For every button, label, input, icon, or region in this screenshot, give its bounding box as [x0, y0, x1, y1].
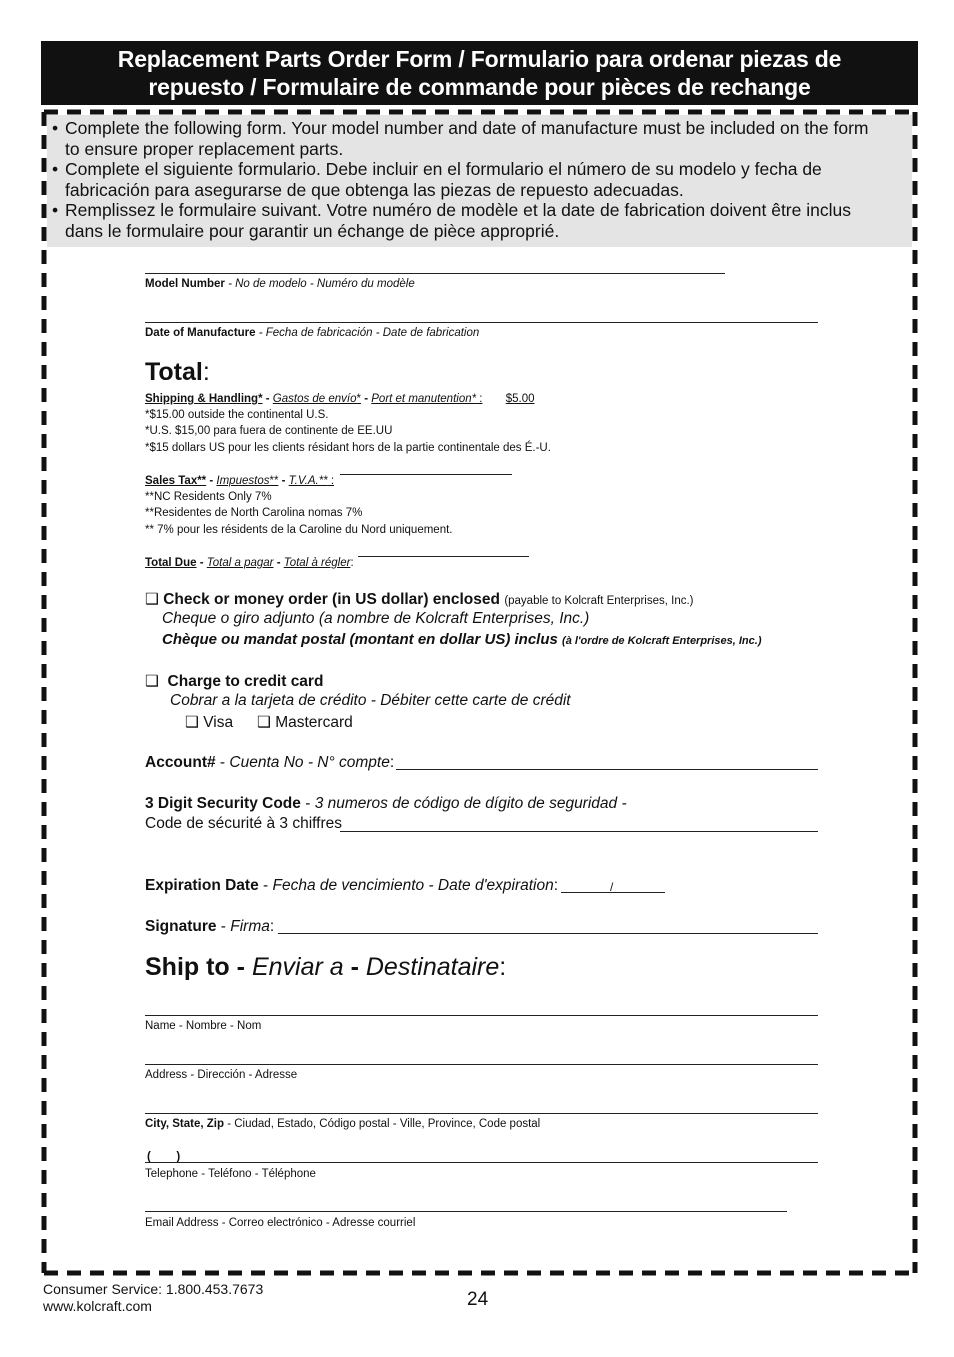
- checkbox-icon[interactable]: ❑: [145, 591, 159, 608]
- checkbox-icon[interactable]: ❑: [185, 714, 199, 731]
- shipping-note: *U.S. $15,00 para fuera de continente de EE.UU: [145, 425, 393, 437]
- total-heading: Total:: [145, 358, 210, 386]
- telephone-label: Telephone - Teléfono - Téléphone: [145, 1168, 316, 1180]
- email-field[interactable]: [145, 1211, 787, 1212]
- expiration-slash: /: [610, 880, 614, 894]
- page-number: 24: [467, 1289, 489, 1310]
- model-number-field[interactable]: [145, 273, 725, 274]
- shipping-note: *$15 dollars US pour les clients résidant hors de la partie continentale des É.-U.: [145, 442, 551, 454]
- city-state-zip-label: City, State, Zip - Ciudad, Estado, Código postal - Ville, Province, Code postal: [145, 1118, 541, 1130]
- website-link[interactable]: www.kolcraft.com: [43, 1298, 152, 1314]
- form-title-line2: repuesto / Formulaire de commande pour pièces de rechange: [148, 74, 811, 100]
- security-code-label: 3 Digit Security Code - 3 numeros de código de dígito de seguridad -: [145, 795, 627, 812]
- checkbox-icon[interactable]: ❑: [257, 714, 271, 731]
- sales-tax-note: ** 7% pour les résidents de la Caroline du Nord uniquement.: [145, 524, 453, 536]
- manufacture-date-field[interactable]: [145, 322, 818, 323]
- model-number-label: Model Number - No de modelo - Numéro du modèle: [145, 278, 415, 290]
- shipping-price: $5.00: [505, 393, 535, 405]
- total-due-field[interactable]: [358, 556, 529, 557]
- city-state-zip-field[interactable]: [145, 1113, 818, 1114]
- email-label: Email Address - Correo electrónico - Adresse courriel: [145, 1217, 416, 1229]
- account-number-field[interactable]: [396, 769, 818, 770]
- security-code-label-fr: Code de sécurité à 3 chiffres: [145, 815, 343, 832]
- shipping-handling-label: Shipping & Handling* - Gastos de envío* - Port et manutention* : $5.00: [145, 393, 535, 405]
- account-label: Account# - Cuenta No - N° compte:: [145, 754, 395, 771]
- check-option-french: Chèque ou mandat postal (montant en dollar US) inclus (à l'ordre de Kolcraft Enterprises, Inc.): [162, 631, 762, 648]
- shipping-note: *$15.00 outside the continental U.S.: [145, 409, 329, 421]
- visa-option[interactable]: ❑ Visa: [185, 714, 234, 731]
- address-label: Address - Dirección - Adresse: [145, 1069, 298, 1081]
- total-due-label: Total Due - Total a pagar - Total à régler:: [145, 557, 354, 569]
- mastercard-option[interactable]: ❑ Mastercard: [257, 714, 353, 731]
- footer-contact: [43, 1281, 263, 1315]
- address-field[interactable]: [145, 1064, 818, 1065]
- form-title-banner: [41, 41, 918, 105]
- checkbox-icon[interactable]: ❑: [145, 673, 159, 690]
- signature-label: Signature - Firma:: [145, 918, 275, 935]
- name-label: Name - Nombre - Nom: [145, 1020, 262, 1032]
- sales-tax-note: **Residentes de North Carolina nomas 7%: [145, 507, 363, 519]
- sales-tax-note: **NC Residents Only 7%: [145, 491, 272, 503]
- consumer-service-phone: Consumer Service: 1.800.453.7673: [43, 1281, 264, 1297]
- credit-card-subtitle: Cobrar a la tarjeta de crédito - Débiter cette carte de crédit: [170, 692, 571, 709]
- name-field[interactable]: [145, 1015, 818, 1016]
- sales-tax-field[interactable]: [340, 474, 512, 475]
- sales-tax-label: Sales Tax** - Impuestos** - T.V.A.** :: [145, 475, 335, 487]
- check-option[interactable]: ❑ Check or money order (in US dollar) enclosed (payable to Kolcraft Enterprises, Inc.): [145, 591, 694, 608]
- expiration-label: Expiration Date - Fecha de vencimiento - Date d'expiration:: [145, 877, 559, 894]
- telephone-field[interactable]: [145, 1162, 818, 1163]
- telephone-area-code: ( ): [147, 1151, 181, 1163]
- credit-card-option[interactable]: ❑ Charge to credit card: [145, 673, 324, 690]
- signature-field[interactable]: [278, 933, 818, 934]
- manufacture-date-label: Date of Manufacture - Fecha de fabricación - Date de fabrication: [145, 327, 480, 339]
- security-code-field[interactable]: [340, 831, 818, 832]
- check-option-spanish: Cheque o giro adjunto (a nombre de Kolcraft Enterprises, Inc.): [162, 610, 590, 627]
- ship-to-heading: Ship to - Enviar a - Destinataire:: [145, 953, 507, 981]
- form-title-line1: Replacement Parts Order Form / Formulario para ordenar piezas de: [117, 46, 842, 72]
